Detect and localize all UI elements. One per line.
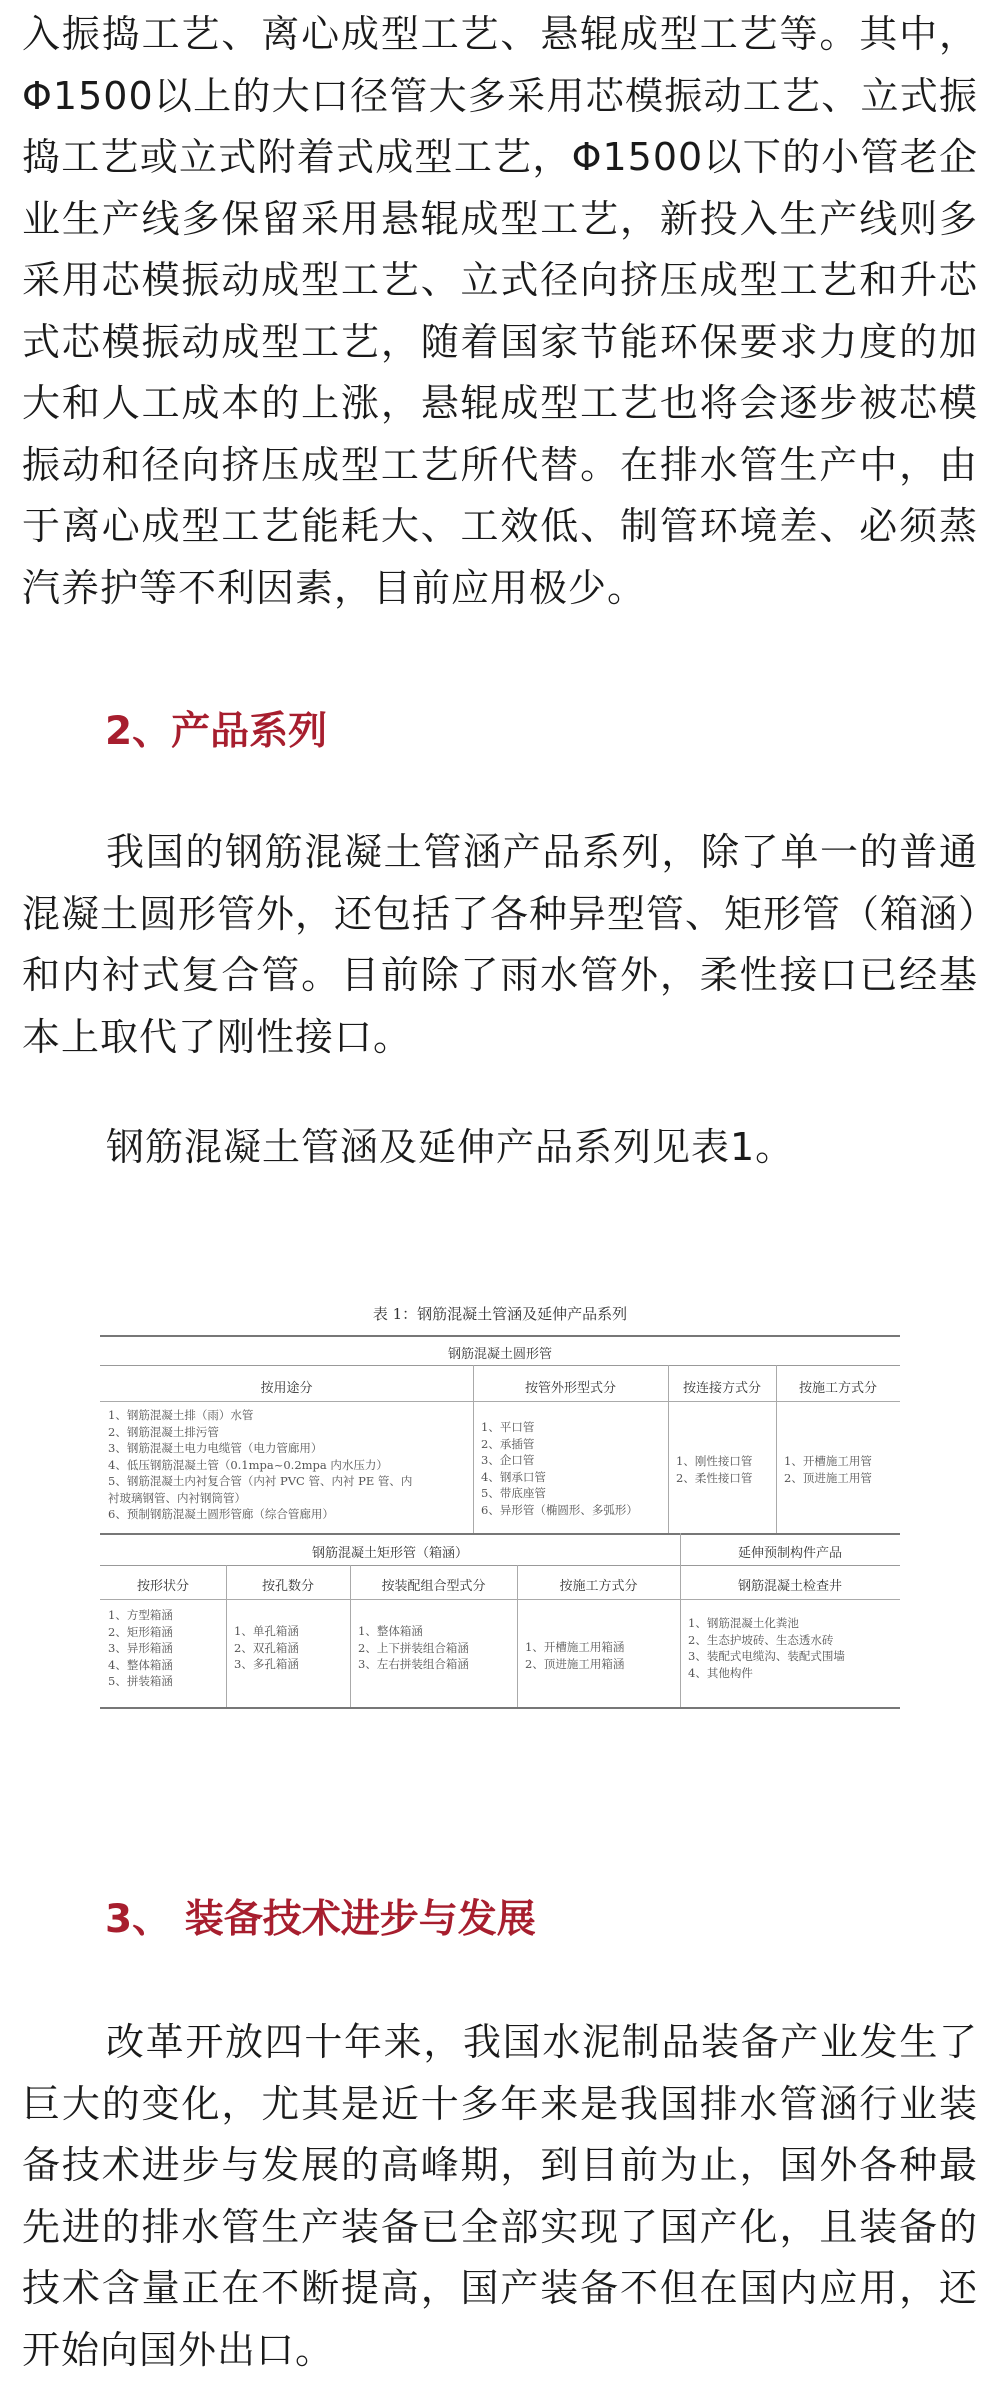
list-item: 4、低压钢筋混凝土管（0.1mpa~0.2mpa 内水压力）	[108, 1457, 388, 1472]
list-item: 5、拼装箱涵	[108, 1674, 173, 1688]
list-item: 2、顶进施工用管	[784, 1470, 872, 1485]
list-item: 1、钢筋混凝土排（雨）水管	[108, 1408, 254, 1422]
list-item: 2、双孔箱涵	[234, 1640, 299, 1655]
divider	[226, 1565, 227, 1707]
box-col-holes: 按孔数分	[261, 1579, 314, 1594]
list-item: 2、钢筋混凝土排污管	[108, 1424, 219, 1439]
list-item: 2、矩形箱涵	[108, 1624, 173, 1639]
list-item: 1、平口管	[481, 1420, 535, 1434]
round-pipe-title: 钢筋混凝土圆形管	[447, 1347, 552, 1362]
box-col-assembly: 按装配组合型式分	[381, 1579, 486, 1594]
section-2-heading: 2、产品系列	[105, 709, 328, 754]
round-shape-list	[481, 1419, 638, 1518]
rule	[100, 1565, 900, 1566]
list-item: 2、上下拼装组合箱涵	[358, 1640, 469, 1655]
table-bottom-rule	[100, 1707, 900, 1709]
box-construction-list	[525, 1639, 624, 1672]
round-col-connection: 按连接方式分	[682, 1381, 761, 1396]
box-col-construction: 按施工方式分	[559, 1579, 638, 1594]
round-col-shape: 按管外形型式分	[524, 1381, 616, 1396]
list-item: 5、带底座管	[481, 1486, 546, 1500]
section-3-heading: 3、 装备技术进步与发展	[105, 1897, 536, 1942]
box-holes-list	[234, 1623, 299, 1673]
list-item: 1、方型箱涵	[108, 1608, 173, 1622]
round-connection-list	[676, 1453, 752, 1486]
list-item: 3、钢筋混凝土电力电缆管（电力管廊用）	[108, 1441, 323, 1455]
list-item: 2、生态护坡砖、生态透水砖	[688, 1632, 834, 1647]
list-item: 6、异形管（椭圆形、多弧形）	[481, 1502, 638, 1517]
table-1-figure	[100, 1295, 900, 1720]
list-item: 4、钢承口管	[481, 1469, 546, 1484]
list-item: 2、承插管	[481, 1436, 535, 1451]
list-item: 1、钢筋混凝土化粪池	[688, 1616, 799, 1630]
extension-title: 延伸预制构件产品	[737, 1546, 842, 1561]
section-rule	[100, 1533, 900, 1535]
rule	[100, 1365, 900, 1366]
box-assembly-list	[358, 1623, 469, 1673]
intro-paragraph: 入振捣工艺、离心成型工艺、悬辊成型工艺等。其中，Φ1500以上的大口径管大多采用芯模振动工艺、立式振捣工艺或立式附着式成型工艺，Φ1500以下的小管老企业生产线多保留采用悬辊成型工艺，新投入生产线则多采用芯模振动成型工艺、立式径向挤压成型工艺和升芯式芯模振动成型工艺，随着国家节能环保要求力度的加大和人工成本的上涨，悬辊成型工艺也将会逐步被芯模振动和径向挤压成型工艺所代替。在排水管生产中，由于离心成型工艺能耗大、工效低、制管环境差、必须蒸汽养护等不利因素，目前应用极少。	[22, 12, 978, 610]
list-item: 3、异形箱涵	[108, 1641, 173, 1655]
list-item: 1、单孔箱涵	[234, 1624, 299, 1638]
rule	[100, 1401, 900, 1402]
round-col-construction: 按施工方式分	[798, 1381, 877, 1396]
box-culvert-title: 钢筋混凝土矩形管（箱涵）	[311, 1546, 468, 1561]
list-item: 1、开槽施工用管	[784, 1454, 872, 1468]
round-col-use: 按用途分	[260, 1381, 313, 1396]
round-construction-list	[784, 1453, 872, 1486]
list-item: 3、左右拼装组合箱涵	[358, 1657, 469, 1671]
extension-col: 钢筋混凝土检查井	[737, 1579, 842, 1594]
divider	[680, 1533, 681, 1707]
divider	[668, 1365, 669, 1533]
divider	[350, 1565, 351, 1707]
box-col-shape: 按形状分	[136, 1579, 189, 1594]
box-shape-list	[108, 1607, 173, 1690]
section-2-paragraph-1: 我国的钢筋混凝土管涵产品系列，除了单一的普通混凝土圆形管外，还包括了各种异型管、矩形管（箱涵）和内衬式复合管。目前除了雨水管外，柔性接口已经基本上取代了刚性接口。	[22, 830, 979, 1059]
list-item: 6、预制钢筋混凝土圆形管廊（综合管廊用）	[108, 1507, 334, 1521]
list-item: 1、整体箱涵	[358, 1624, 423, 1638]
extension-list	[688, 1615, 845, 1681]
list-item: 2、柔性接口管	[676, 1470, 753, 1485]
list-item: 衬玻璃钢管、内衬钢筒管）	[108, 1490, 246, 1505]
list-item: 2、顶进施工用箱涵	[525, 1656, 625, 1671]
rule	[100, 1599, 900, 1600]
list-item: 4、整体箱涵	[108, 1657, 173, 1672]
divider	[517, 1565, 518, 1707]
round-use-list	[108, 1407, 412, 1523]
list-item: 3、企口管	[481, 1453, 535, 1467]
divider	[473, 1365, 474, 1533]
section-3-paragraph-1: 改革开放四十年来，我国水泥制品装备产业发生了巨大的变化，尤其是近十多年来是我国排水管涵行业装备技术进步与发展的高峰期，到目前为止，国外各种最先进的排水管生产装备已全部实现了国产化，且装备的技术含量正在不断提高，国产装备不但在国内应用，还开始向国外出口。	[22, 2020, 978, 2372]
divider	[776, 1365, 777, 1533]
list-item: 4、其他构件	[688, 1665, 753, 1680]
table-top-rule	[100, 1335, 900, 1337]
list-item: 1、刚性接口管	[676, 1454, 753, 1468]
list-item: 3、装配式电缆沟、装配式围墙	[688, 1649, 845, 1663]
list-item: 3、多孔箱涵	[234, 1657, 299, 1671]
list-item: 5、钢筋混凝土内衬复合管（内衬 PVC 管、内衬 PE 管、内	[108, 1474, 413, 1488]
list-item: 1、开槽施工用箱涵	[525, 1640, 625, 1654]
section-2-paragraph-2: 钢筋混凝土管涵及延伸产品系列见表1。	[106, 1125, 795, 1169]
table-caption: 表 1：钢筋混凝土管涵及延伸产品系列	[372, 1305, 628, 1323]
